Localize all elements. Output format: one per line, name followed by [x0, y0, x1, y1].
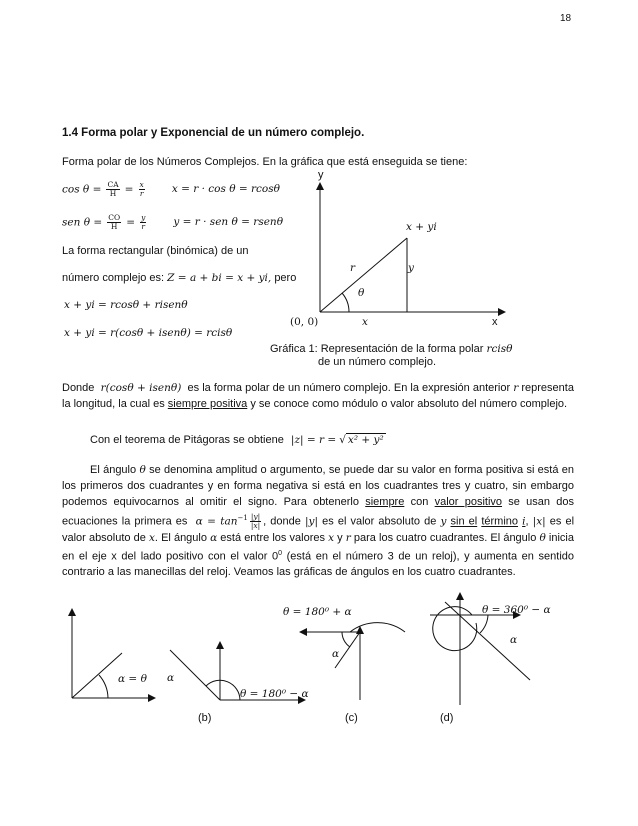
y-segment-label: y: [408, 262, 414, 274]
rect-form-line1: La forma rectangular (binómica) de un: [62, 245, 249, 257]
theta-label: θ: [358, 287, 365, 299]
quadrant-c: [283, 606, 405, 724]
sen-frac-y-r: $\frac{y}{r}$: [141, 213, 146, 231]
caption-math: rcisθ: [486, 343, 513, 355]
equals-sign: =: [126, 216, 135, 229]
cos-lhs: cos θ =: [62, 183, 102, 196]
polar-eq-1: x + yi = rcosθ + risenθ: [64, 299, 188, 311]
quadrant-a-label: α = θ: [118, 673, 147, 685]
origin-label: (0, 0): [290, 316, 319, 328]
r-label: r: [350, 262, 356, 274]
section-title: 1.4 Forma polar y Exponencial de un número complejo.: [62, 127, 365, 139]
sen-equation: [62, 214, 283, 231]
quadrant-c-alpha: α: [332, 648, 340, 660]
theta-arc: [342, 293, 349, 312]
rect-form-prefix: número complejo es:: [62, 272, 165, 284]
x-axis-label: x: [492, 316, 498, 328]
polar-eq-2: x + yi = r(cosθ + isenθ) = rcisθ: [64, 327, 233, 339]
pythagoras-math: |z| = r =: [290, 434, 337, 446]
y-axis-label: y: [318, 169, 324, 181]
quadrant-b-caption: (b): [198, 712, 212, 724]
quadrant-b-alpha: α: [167, 672, 175, 684]
radius-vector: [320, 238, 407, 312]
sen-lhs: sen θ =: [62, 216, 103, 229]
cos-frac-ca-h: $\frac{CA}{H}$: [107, 180, 119, 198]
y-equation: y = r · sen θ = rsenθ: [173, 216, 284, 229]
rect-form-suffix: pero: [274, 272, 297, 284]
quadrant-b: [167, 642, 309, 724]
rect-form-math: Z = a + bi = x + yi,: [167, 272, 272, 284]
pythagoras-line: [90, 434, 386, 446]
quadrant-c-theta: θ = 180⁰ + α: [283, 606, 352, 618]
rect-form-line2: [62, 272, 296, 284]
quadrant-d-caption: (d): [440, 712, 454, 724]
sen-frac-co-h: $\frac{CO}{H}$: [108, 213, 121, 231]
quadrant-d: [430, 593, 551, 724]
cos-equation: [62, 181, 280, 198]
quadrant-b-theta: θ = 180⁰ − α: [240, 688, 309, 700]
cos-frac-x-r: $\frac{x}{r}$: [139, 180, 144, 198]
pythagoras-text: Con el teorema de Pitágoras se obtiene: [90, 434, 284, 446]
x-segment-label: x: [362, 316, 368, 328]
caption-text: Gráfica 1: Representación de la forma polar: [270, 343, 484, 355]
figure-polar-form: [270, 165, 520, 340]
figure-caption-line1: [270, 343, 512, 355]
equals-sign: =: [124, 183, 134, 196]
sqrt-radicand: x² + y²: [347, 434, 384, 446]
quadrant-d-alpha: α: [510, 634, 518, 646]
paragraph-modulus: Donde r(cosθ + isenθ) es la forma polar de un número complejo. En la expresión anterior r representa la longitud, la cual es siempre positiva y se conoce como módulo o valor absoluto del número complejo.: [62, 382, 574, 410]
quadrant-c-caption: (c): [345, 712, 358, 724]
quadrant-figures: [60, 585, 580, 735]
figure-caption-line2: de un número complejo.: [318, 356, 437, 368]
quadrant-a: [72, 609, 155, 698]
quadrant-d-theta: θ = 360⁰ − α: [482, 604, 551, 616]
intro-text: Forma polar de los Números Complejos. En la gráfica que está enseguida se tiene:: [62, 156, 468, 168]
sqrt-sign: √: [339, 434, 346, 446]
paragraph-argument: El ángulo θ se denomina amplitud o argumento, se puede dar su valor en forma positiva si está en los primeros dos cuadrantes y en forma negativa si está en los cuadrantes tres y cuatro, sin embargo podemos equivocarnos al omitir el signo. Para obtenerlo siempre con valor positivo se usan dos ecuaciones la primera es $\alpha = \tan^{-1}$ $\frac{|y|}{|x|}$ , donde |y| es el valor absoluto de y sin el término i, |x| es el valor absoluto de x. El ángulo α está entre los valores x y r para los cuatro cuadrantes. El ángulo θ inicia en el eje x del lado positivo con el valor $0^0$ (está en el número 3 de un reloj), y aumenta en sentido contrario a las manecillas del reloj. Veamos las gráficas de ángulos en los cuatro cuadrantes.: [62, 464, 575, 579]
page-number: 18: [560, 13, 572, 24]
x-equation: x = r · cos θ = rcosθ: [171, 183, 280, 196]
point-label: x + yi: [406, 221, 437, 233]
